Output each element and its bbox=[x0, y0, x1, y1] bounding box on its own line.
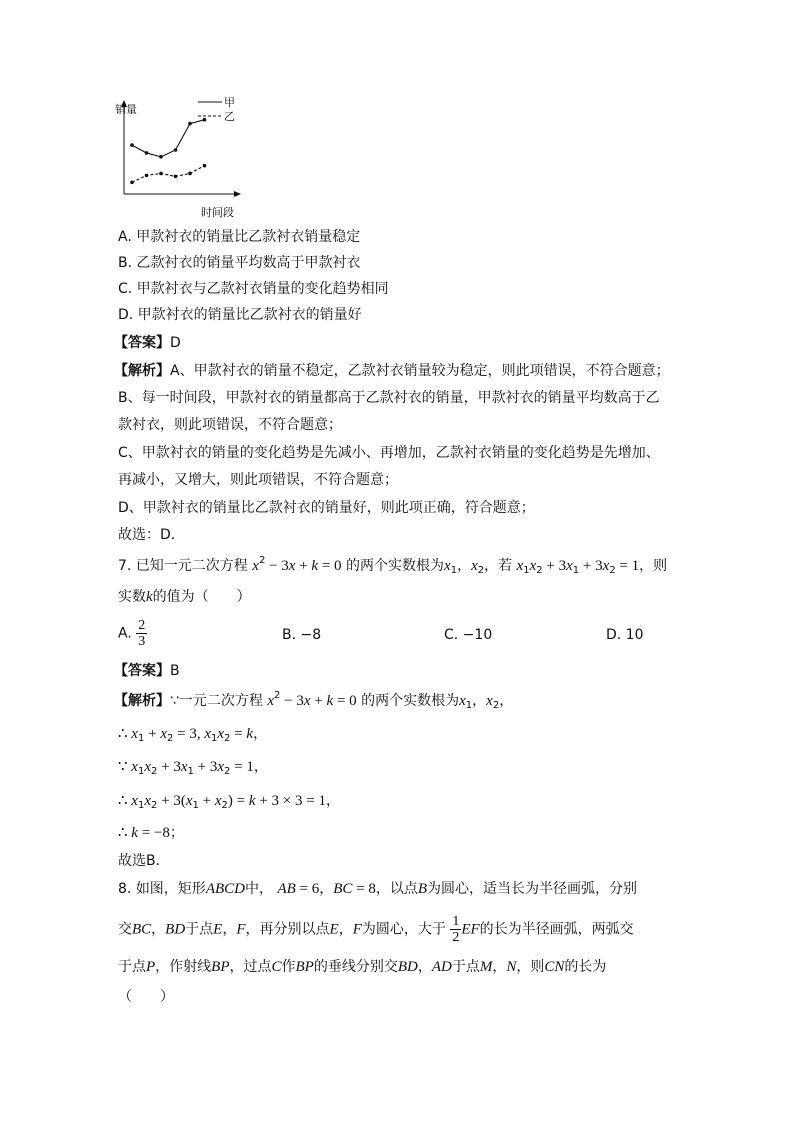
q8-stem-line-2: 交BC，BD于点E，F，再分别以点E，F为圆心，大于 $\frac{1}{2}$ EF的长为半径画弧，两弧交 bbox=[118, 914, 634, 945]
series-2-point-5 bbox=[188, 172, 192, 176]
q7-answer: 【答案】B bbox=[114, 663, 180, 679]
x-axis-label: 时间段 bbox=[201, 206, 234, 219]
q6-analysis-line-2: B、每一时间段，甲款衬衣的销量都高于乙款衬衣的销量，甲款衬衣的销量平均数高于乙 bbox=[118, 390, 660, 406]
series-1-point-1 bbox=[130, 143, 134, 147]
q6-analysis-line-1: 【解析】A、甲款衬衣的销量不稳定，乙款衬衣销量较为稳定，则此项错误，不符合题意； bbox=[114, 363, 670, 379]
q6-conclusion: 故选：D． bbox=[118, 527, 185, 543]
q7-analysis-line-1: 【解析】∵一元二次方程 $x^2 - 3x + k = 0$ 的两个实数根为$x_1$，$x_2$， bbox=[114, 690, 514, 711]
series-2-point-2 bbox=[145, 174, 149, 178]
q8-stem-line-3: 于点P，作射线BP，过点C作BP的垂线分别交BD，AD于点M，N，则CN的长为 bbox=[118, 959, 607, 975]
q7-stem-line-2: 实数k的值为（ ） bbox=[118, 589, 251, 605]
q6-option-c: C. 甲款衬衣与乙款衬衣销量的变化趋势相同 bbox=[118, 281, 389, 297]
q6-option-b: B. 乙款衬衣的销量平均数高于甲款衬衣 bbox=[118, 255, 361, 271]
q7-analysis-line-3: ∵ $x_1x_2 + 3x_1 + 3x_2 = 1$， bbox=[118, 759, 268, 777]
series-1-point-6 bbox=[203, 118, 207, 122]
q7-analysis-line-5: ∴ k = −8； bbox=[118, 825, 184, 841]
q7-option-c: C. −10 bbox=[444, 627, 493, 643]
q6-analysis-line-6: D、甲款衬衣的销量比乙款衬衣的销量好，则此项正确，符合题意； bbox=[118, 500, 535, 516]
y-axis-label: 销量 bbox=[115, 103, 137, 116]
series-2-point-1 bbox=[130, 180, 134, 184]
q6-option-d: D. 甲款衬衣的销量比乙款衬衣的销量好 bbox=[118, 307, 362, 323]
legend-label-1: 甲 bbox=[224, 96, 235, 109]
q7-option-b: B. −8 bbox=[282, 627, 322, 643]
legend-label-2: 乙 bbox=[224, 110, 235, 123]
q7-stem-line-1: 7. 已知一元二次方程 $x^2 - 3x + k = 0$ 的两个实数根为$x_1$，$x_2$，若 $x_1x_2 + 3x_1 + 3x_2 = 1$，则 bbox=[118, 555, 668, 576]
series-line-1 bbox=[132, 120, 205, 157]
series-2-point-6 bbox=[203, 164, 207, 168]
q6-analysis-line-3: 款衬衣，则此项错误，不符合题意； bbox=[118, 417, 342, 433]
q8-stem-line-1: 8. 如图，矩形ABCD中， AB = 6，BC = 8，以点B为圆心，适当长为半径画弧，分别 bbox=[118, 881, 638, 897]
series-2-point-4 bbox=[174, 175, 178, 179]
q7-option-a: A. $\frac{2}{3}$ bbox=[118, 618, 146, 649]
q7-analysis-line-4: ∴ $x_1x_2 + 3(x_1 + x_2) = k + 3 \times 3 = 1$， bbox=[118, 793, 340, 811]
q7-option-d: D. 10 bbox=[606, 627, 644, 643]
series-1-point-2 bbox=[145, 151, 149, 155]
series-1-point-4 bbox=[174, 148, 178, 152]
q8-stem-line-4: （ ） bbox=[118, 989, 174, 1005]
q6-answer: 【答案】D bbox=[114, 335, 181, 351]
series-line-2 bbox=[132, 166, 205, 183]
series-1-point-3 bbox=[159, 155, 163, 159]
x-axis-arrow bbox=[234, 191, 241, 197]
sales-line-chart bbox=[110, 90, 250, 220]
q6-analysis-line-5: 再减小，又增大，则此项错误，不符合题意； bbox=[118, 472, 398, 488]
q7-conclusion: 故选B． bbox=[118, 853, 170, 869]
q6-option-a: A. 甲款衬衣的销量比乙款衬衣销量稳定 bbox=[118, 229, 361, 245]
q7-analysis-line-2: ∴ $x_1 + x_2 = 3$, $x_1x_2 = k$， bbox=[118, 726, 268, 744]
q6-analysis-line-4: C、甲款衬衣的销量的变化趋势是先减小、再增加，乙款衬衣销量的变化趋势是先增加、 bbox=[118, 445, 660, 461]
series-2-point-3 bbox=[159, 172, 163, 176]
series-1-point-5 bbox=[188, 122, 192, 126]
